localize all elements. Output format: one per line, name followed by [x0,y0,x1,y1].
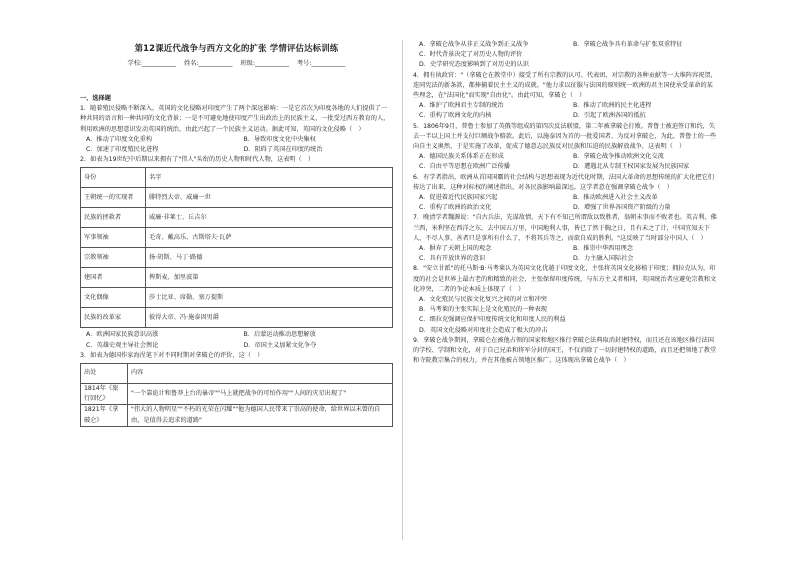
table-row [81,268,393,288]
option-b[interactable]: B．拿破仑战争推动欧洲文化交流 [573,153,664,161]
table-cell: "一个靠诡计和鲁莽上台的暴帝""马上就把战争的可怕作用""人间的灾星出现了" [128,384,393,405]
option-c[interactable]: C．加速了印度殖民化进程 [86,146,159,154]
question-6-options [413,193,719,213]
table-cell: 毛奇、戴高乐、古斯塔夫·瓦萨 [146,228,393,248]
option-c[interactable]: C．重构了欧洲文化的内核 [419,112,492,120]
question-5: 5．1806年9月，普鲁士参加了英俄等组成的第四次反法联盟，第二年被拿破仑打败。普鲁士被迫签订和约，失去一半以上国土并支付巨额战争赔款。此后，以施泰因为首的一批爱国者、为反对拿破仑，为此，普鲁士的一些向自主义奥然，于是实施了改革，促成了德意志民族反对民族和压迫的民族解放战争，这表明（ ） [413,122,717,151]
table-row [81,308,393,328]
table-row [81,405,393,426]
question-3: 3．如表为德国作家海涅笔下对不同时期对拿破仑的评价，这（ ） [80,351,264,359]
table-cell: "伟大的人物明星""不朽的光荣在闪耀""他为德国人民带来了崇高的使命，给世界以未曾的自由，是值得去追求的道路" [128,405,393,426]
option-a[interactable]: A．欧洲国家民族意识高涨 [86,331,159,339]
option-b[interactable]: B．推动欧洲进入社会主义改革 [573,194,658,202]
table-header-cell: 名字 [146,168,393,188]
table-header-cell: 内容 [128,364,393,384]
option-d[interactable]: D．帝国主义加紧文化争夺 [243,341,317,349]
table-cell: 王朝统一的实现者 [81,188,146,208]
table-cell: 腓特烈大帝、威廉一世 [146,188,393,208]
question-2-table [80,167,393,328]
table-row [81,208,393,228]
school-field[interactable]: 学校:___________ [127,60,177,67]
option-a[interactable]: A．德国民族关系体系正在形成 [419,153,504,161]
question-6: 6．有学者指出，欧洲从首国国霸的社会结构与思想表现为近代化时期，法国大革命的思想传统的扩大化把它们传达了出来，这种对标权的阐述指出，对各民族影响最深远。这学者意在强调拿破仑战争（ ） [413,173,714,191]
table-header-row [81,168,393,188]
table-header-cell: 身份 [81,168,146,188]
option-c[interactable]: C．具有开放世界的意识 [419,255,486,263]
option-d[interactable]: D．英国文化侵略对印度社会造成了极大的冲击 [419,326,548,334]
question-7-options [413,244,719,264]
option-d[interactable]: D．增强了世界各国资产阶级的力量 [573,204,671,212]
option-b[interactable]: B．导致印度文化中央集权 [243,135,316,143]
column-divider [402,40,403,540]
option-b[interactable]: B．推崇中华西用理念 [573,245,633,253]
class-field[interactable]: 班级:___________ [240,60,289,67]
exam-no-field[interactable]: 考号:___________ [296,60,346,67]
question-4-options [413,101,719,121]
table-cell: 1821年《拿破仑》 [81,405,128,426]
table-row [81,384,393,405]
option-d[interactable]: D．遭遇北从专制王权国家发展为民族国家 [573,163,690,171]
section-heading: 一、选择题 [80,95,111,102]
option-d[interactable]: D．阻碍了英国在印度的统治 [243,146,323,154]
question-2-options [80,330,393,350]
option-c[interactable]: C．英雄史观主导社会舆论 [86,341,159,349]
option-d[interactable]: D．史学研究态度影响到了对历史的认识 [419,61,529,69]
question-5-options [413,152,719,172]
right-column [413,40,719,367]
question-4: 4．拥有执政官："（拿破仑在教堂中）接受了所有宗教的认可、代表团、对宗教的各种贡献等一大堆阵容祝贺，连同宪法的新条款，都捧捕着民主主义的成就。"他力求以征服与法国的原则统一欧洲的君主国使承受革命的某些理念，在"法国化"而实现"自由化"。由此可知，拿破仑（ ） [413,71,717,100]
option-a[interactable]: A．维护了欧洲君主专制的统治 [419,102,504,110]
option-c[interactable]: C．重构了欧洲的政治文化 [419,204,492,212]
table-row [81,248,393,268]
question-1: 1．随着殖民侵略不断深入，英国的文化侵略对印度产生了两个深远影响：一是它首次为印度各地的人们提供了一种共同的语言和一种共同的文化背景；一是不可避免地使印度产生出政治上的民族主义，一批受过西方教育的人，利用欧洲的思想意识发动英国的统治，由此兴起了一个民族主义运动。据此可知，英国的文化侵略（ ） [80,105,390,133]
table-header-cell: 出处 [81,364,128,384]
question-2: 2．如表为19世纪中后期以来拥有了"伟人"头衔的历史人物和时代人物，这表明（ ） [80,156,315,164]
option-a[interactable]: A．推动了印度文化重构 [86,135,153,143]
table-row [81,288,393,308]
question-8-options [413,295,719,336]
table-cell: 俾斯麦、加里波第 [146,268,393,288]
worksheet-title: 第12课近代战争与西方文化的扩张 学情评估达标训练 [134,43,339,53]
question-7: 7．晚清学者魏源说："自古兵法，先谋敌情，天下有不知己所谓敌以致胜者，翁朝未事而不败者也。英吉利、佛兰西，米利坚在西洋之东，去中国五万里，中国地利人事，皆已了然于胸之日，且有未之了计，中国宜知天下人，不尽人事，善者只是事所有什么了，不将其兵等之，而欲自成的胜利。"这反映了当时部分中国人（ ） [413,214,717,242]
option-d[interactable]: D．引起了欧洲各国的抵抗 [573,112,646,120]
option-b[interactable]: B．推动了欧洲的民主化进程 [573,102,652,110]
table-row [81,188,393,208]
table-cell: 扬·胡斯、马丁·路德 [146,248,393,268]
option-a[interactable]: A．拿破仑战争从非正义战争到正义战争 [419,41,529,48]
table-cell: 建国者 [81,268,146,288]
option-c[interactable]: C．时代背景决定了对历史人物的评价 [419,51,523,59]
option-a[interactable]: A．促进着近代民族国家兴起 [419,194,498,202]
option-b[interactable]: B．拿破仑战争具有革命与扩张双重特征 [573,41,683,48]
option-c[interactable]: C．细拉克强调应保护印度传统文化和印度人民的利益 [419,316,566,324]
question-8: 8．"安立甘派"的托马斯·B·马考莱认为英国文化优越于印度文化，主张将英国文化移植于印度；拥拉克认为，印度的社会是世界上最古老的和精致的社会，主张保留印度传统，与东方主义者相同，英国统治者应避免宗教和文化冲突，二者的争论本质上体现了（ ） [413,265,717,293]
table-cell: 1814年《旅行回忆》 [81,384,128,405]
option-c[interactable]: C．自由平等思想在欧洲广泛传播 [419,163,510,171]
table-cell: 莎士比亚、席勒、塞万提斯 [146,288,393,308]
option-d[interactable]: D．力主融入国际社会 [573,255,634,263]
table-cell: 民族的改革家 [81,308,146,328]
option-a[interactable]: A．摒弃了天朝上国的观念 [419,245,492,253]
table-row [81,228,393,248]
table-cell: 民族的拯救者 [81,208,146,228]
table-cell: 文化偶像 [81,288,146,308]
option-b[interactable]: B．启蒙运动推动思想解放 [243,331,316,339]
left-column [80,88,393,429]
name-field[interactable]: 姓名:___________ [184,60,233,67]
option-a[interactable]: A．文化殖民与民族文化复兴之间的对立和冲突 [419,296,547,304]
option-b[interactable]: B．马考莱的主张实际上是文化殖民的一种表现 [419,306,547,314]
table-cell: 宗教领袖 [81,248,146,268]
question-3-table [80,363,393,427]
question-9: 9．拿破仑战争期间，拿破仑在被他占领的国家和地区推行拿破仑法典取消封建特权，而且还在该地区推行法国的学校、学制和文化，对于自己兄弟和将军分封的国王，不仅消除了一切封建特权的道路，而且还把领地了教堂和寺院教宗集合的权力，并在其他被占领地区推广，这体现出拿破仑战争（ ） [413,336,717,365]
table-cell: 军事领袖 [81,228,146,248]
table-header-row [81,364,393,384]
table-cell: 彼得大帝、冯·施泰因男爵 [146,308,393,328]
table-cell: 威廉·非莱士、丘吉尔 [146,208,393,228]
question-3-options [413,40,719,71]
student-info-line [80,58,393,67]
question-1-options [80,135,393,155]
